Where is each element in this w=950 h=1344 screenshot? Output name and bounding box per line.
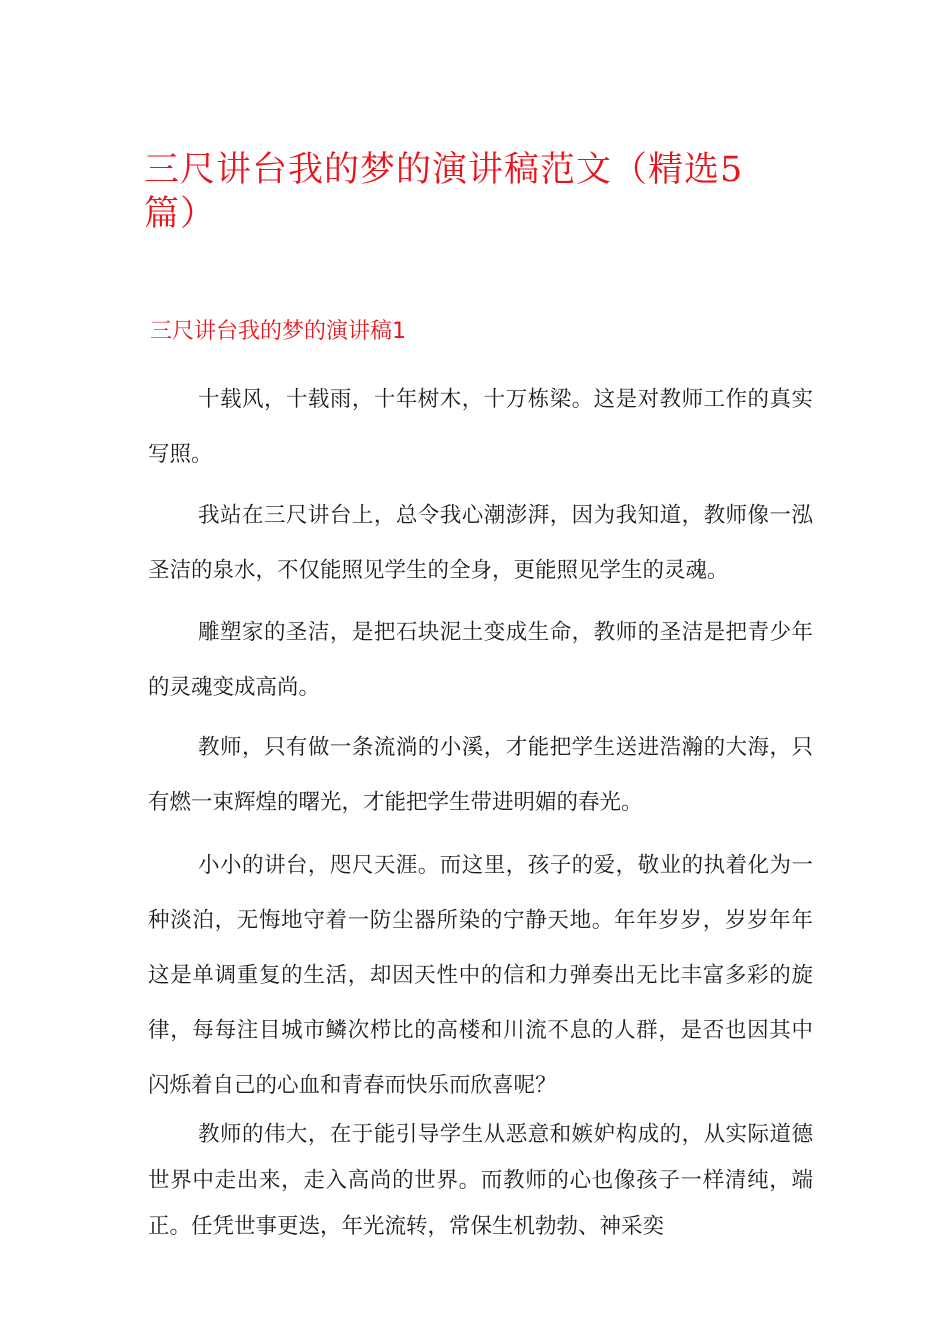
paragraph-6: 教师的伟大，在于能引导学生从恶意和嫉妒构成的，从实际道德世界中走出来，走入高尚的世界。而教师的心也像孩子一样清纯，端正。任凭世事更迭，年光流转，常保生机勃勃、神采奕 <box>148 1122 813 1239</box>
paragraph-2: 我站在三尺讲台上，总令我心潮澎湃，因为我知道，教师像一泓圣洁的泉水，不仅能照见学生的全身，更能照见学生的灵魂。 <box>148 503 813 583</box>
paragraph-5: 小小的讲台，咫尺天涯。而这里，孩子的爱，敬业的执着化为一种淡泊，无悔地守着一防尘器所染的宁静天地。年年岁岁，岁岁年年这是单调重复的生活，却因天性中的信和力弹奏出无比丰富多彩的旋律，每每注目城市鳞次栉比的高楼和川流不息的人群，是否也因其中闪烁着自己的心血和青春而快乐而欣喜呢？ <box>148 853 813 1098</box>
paragraph-3: 雕塑家的圣洁，是把石块泥土变成生命，教师的圣洁是把青少年的灵魂变成高尚。 <box>148 620 813 700</box>
paragraph-4: 教师，只有做一条流淌的小溪，才能把学生送进浩瀚的大海，只有燃一束辉煌的曙光，才能把学生带进明媚的春光。 <box>148 735 813 815</box>
section-heading: 三尺讲台我的梦的演讲稿1 <box>150 319 406 344</box>
document-title: 三尺讲台我的梦的演讲稿范文（精选5篇） <box>144 150 744 234</box>
paragraph-1: 十载风，十载雨，十年树木，十万栋梁。这是对教师工作的真实写照。 <box>148 387 813 467</box>
